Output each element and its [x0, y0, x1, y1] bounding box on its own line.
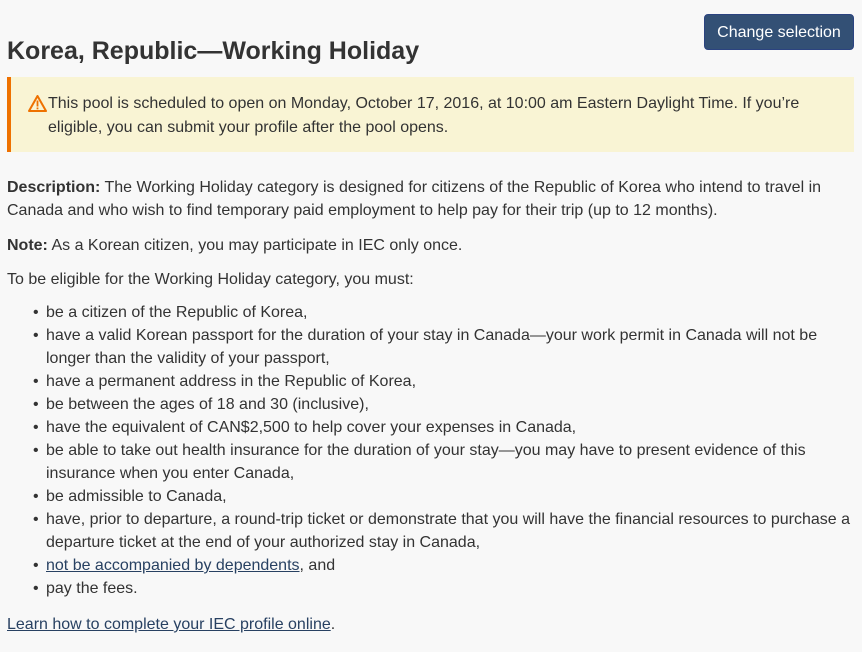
change-selection-button[interactable]: Change selection [704, 14, 854, 50]
requirements-list [7, 301, 854, 600]
list-item: • pay the fees. [33, 580, 138, 597]
note-paragraph [7, 234, 854, 257]
list-item: • be between the ages of 18 and 30 (inclusive), [33, 396, 369, 413]
warning-alert [7, 77, 854, 152]
list-item: • have the equivalent of CAN$2,500 to help cover your expenses in Canada, [33, 419, 577, 436]
note-label: Note: [7, 237, 48, 254]
description-label: Description: [7, 179, 101, 196]
description-paragraph [7, 176, 854, 222]
list-item: • be admissible to Canada, [33, 488, 227, 505]
list-item: • not be accompanied by dependents, and [33, 557, 336, 574]
warning-icon [28, 95, 47, 112]
list-item: • be a citizen of the Republic of Korea, [33, 304, 308, 321]
dependents-link[interactable]: not be accompanied by dependents [46, 557, 300, 574]
page-title: Korea, Republic—Working Holiday [7, 37, 420, 65]
list-item: • be able to take out health insurance for the duration of your stay—you may have to present evidence of this insurance when you enter Canada, [33, 442, 806, 482]
description-text: The Working Holiday category is designed for citizens of the Republic of Korea who intend to travel in Canada and who wish to find temporary paid employment to help pay for their trip (up to 12 months). [7, 179, 822, 219]
eligibility-intro: To be eligible for the Working Holiday category, you must: [7, 271, 414, 288]
footer-paragraph: Learn how to complete your IEC profile online. [7, 616, 336, 633]
list-item: • have, prior to departure, a round-trip ticket or demonstrate that you will have the financial resources to purchase a departure ticket at the end of your authorized stay in Canada, [33, 511, 850, 551]
list-item: • have a permanent address in the Republic of Korea, [33, 373, 417, 390]
note-text: As a Korean citizen, you may participate in IEC only once. [47, 237, 463, 254]
alert-text: This pool is scheduled to open on Monday, October 17, 2016, at 10:00 am Eastern Daylight Time. If you’re eligible, you can submit your profile after the pool opens. [48, 95, 800, 136]
list-item: • have a valid Korean passport for the duration of your stay in Canada—your work permit in Canada will not be longer than the validity of your passport, [33, 327, 818, 367]
iec-profile-link[interactable]: Learn how to complete your IEC profile online [7, 616, 331, 633]
